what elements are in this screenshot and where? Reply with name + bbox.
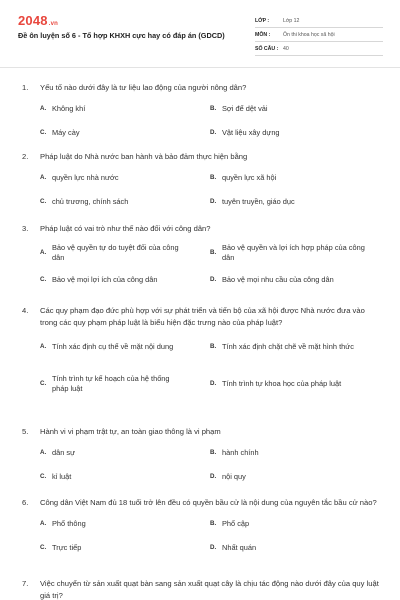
option-text: Trực tiếp	[52, 542, 82, 552]
question-2	[22, 151, 382, 213]
option-text: Nhất quán	[222, 542, 257, 552]
question-number: 1.	[22, 83, 29, 92]
meta-value: 40	[283, 45, 289, 52]
option-letter: C.	[40, 128, 47, 136]
option-b[interactable]	[210, 519, 380, 529]
meta-label: MÔN :	[255, 31, 271, 38]
question-number: 2.	[22, 152, 29, 161]
option-b[interactable]	[210, 104, 380, 114]
option-letter: A.	[40, 104, 47, 112]
option-letter: B.	[210, 248, 217, 256]
logo-main: 2048	[18, 13, 48, 28]
option-text: tuyên truyền, giáo dục	[222, 196, 295, 206]
question-number: 3.	[22, 224, 29, 233]
question-text: Công dân Việt Nam đủ 18 tuổi trở lên đều có quyền bầu cử là nội dung của nguyên tắc bầu cử nào?	[40, 498, 377, 507]
option-text: kỉ luật	[52, 471, 72, 481]
option-text: Tính trình tự kế hoạch của hệ thống pháp luật	[52, 374, 170, 393]
meta-row-class	[255, 14, 383, 28]
page-header	[0, 0, 400, 60]
option-text: Tính xác định chặt chẽ về mặt hình thức	[222, 342, 354, 351]
question-number: 7.	[22, 579, 29, 588]
option-letter: C.	[40, 197, 47, 205]
option-a[interactable]	[40, 173, 200, 183]
option-letter: D.	[210, 472, 217, 480]
meta-row-count	[255, 42, 383, 56]
option-c[interactable]	[40, 543, 200, 553]
option-letter: D.	[210, 197, 217, 205]
option-a[interactable]	[40, 104, 200, 114]
option-letter: C.	[40, 543, 47, 551]
option-c[interactable]	[40, 374, 200, 394]
question-text: Việc chuyển từ sản xuất quạt bàn sang sản xuất quạt cây là chịu tác động nào dưới đây của quy luật giá trị?	[40, 579, 379, 600]
option-c[interactable]	[40, 128, 200, 138]
meta-value: Lớp 12	[283, 17, 300, 24]
question-4	[22, 305, 382, 396]
question-options	[40, 241, 382, 295]
site-logo[interactable]	[18, 13, 58, 28]
question-6	[22, 497, 382, 559]
question-7	[22, 578, 382, 600]
option-letter: A.	[40, 343, 47, 350]
question-number: 4.	[22, 306, 29, 315]
question-text: Pháp luật do Nhà nước ban hành và bảo đảm thực hiện bằng	[40, 152, 248, 161]
question-options	[40, 100, 382, 144]
option-d[interactable]	[210, 128, 380, 138]
option-letter: B.	[210, 448, 217, 456]
option-d[interactable]	[210, 197, 380, 207]
question-options	[40, 515, 382, 559]
option-letter: D.	[210, 275, 217, 283]
question-options	[40, 169, 382, 213]
option-d[interactable]	[210, 472, 380, 482]
logo-suffix: .vn	[48, 21, 59, 27]
document-title: Đề ôn luyện số 6 - Tổ hợp KHXH cực hay có đáp án (GDCD)	[18, 31, 225, 40]
question-5	[22, 426, 382, 488]
option-letter: C.	[40, 275, 47, 283]
option-d[interactable]	[210, 275, 385, 285]
option-letter: C.	[40, 380, 47, 387]
option-b[interactable]	[210, 448, 380, 458]
option-d[interactable]	[210, 379, 390, 389]
option-text: Không khí	[52, 103, 86, 113]
option-letter: B.	[210, 104, 217, 112]
document-meta	[255, 14, 383, 56]
option-letter: B.	[210, 343, 217, 350]
question-number: 5.	[22, 427, 29, 436]
question-1	[22, 82, 382, 144]
option-b[interactable]	[210, 342, 380, 352]
option-text: Tính xác định cụ thể về mặt nội dung	[52, 342, 174, 351]
question-3	[22, 223, 382, 295]
option-a[interactable]	[40, 243, 200, 263]
meta-label: SỐ CÂU :	[255, 45, 279, 52]
option-letter: B.	[210, 519, 217, 527]
option-letter: A.	[40, 173, 47, 181]
question-options	[40, 334, 382, 396]
option-text: Bảo vệ mọi lợi ích của công dân	[52, 274, 158, 284]
meta-label: LỚP :	[255, 17, 270, 24]
option-b[interactable]	[210, 173, 380, 183]
option-text: quyền lực xã hội	[222, 172, 277, 182]
option-text: Phổ cập	[222, 518, 250, 528]
option-d[interactable]	[210, 543, 380, 553]
option-text: Vật liệu xây dựng	[222, 127, 280, 137]
option-letter: C.	[40, 472, 47, 480]
option-c[interactable]	[40, 472, 200, 482]
option-letter: D.	[210, 128, 217, 136]
option-text: Bảo vệ quyền tự do tuyệt đối của công dân	[52, 242, 179, 262]
option-letter: B.	[210, 173, 217, 181]
meta-value: Ôn thi khoa học xã hội	[283, 31, 335, 38]
option-text: Sợi để dệt vải	[222, 103, 268, 113]
question-number: 6.	[22, 498, 29, 507]
option-text: Bảo vệ mọi nhu cầu của công dân	[222, 274, 334, 284]
option-text: Bảo vệ quyền và lợi ích hợp pháp của công dân	[222, 242, 365, 262]
option-c[interactable]	[40, 275, 205, 285]
option-letter: D.	[210, 380, 217, 387]
option-text: quyền lực nhà nước	[52, 172, 119, 182]
option-text: hành chính	[222, 447, 259, 457]
header-divider	[0, 67, 400, 68]
option-b[interactable]	[210, 243, 380, 263]
option-text: chủ trương, chính sách	[52, 196, 129, 206]
option-text: Tính trình tự khoa học của pháp luật	[222, 379, 342, 388]
option-text: nội quy	[222, 471, 246, 481]
option-text: Máy cày	[52, 127, 80, 137]
option-a[interactable]	[40, 448, 200, 458]
question-text: Các quy phạm đạo đức phù hợp với sự phát triển và tiến bộ của xã hội được Nhà nước đưa vào trong các quy phạm pháp luật là biểu hiện đặc trưng nào của pháp luật?	[40, 306, 365, 327]
question-options	[40, 444, 382, 488]
question-text: Pháp luật có vai trò như thế nào đối với công dân?	[40, 224, 211, 233]
option-c[interactable]	[40, 197, 200, 207]
option-letter: A.	[40, 448, 47, 456]
option-text: Phổ thông	[52, 518, 86, 528]
option-letter: A.	[40, 248, 47, 256]
option-text: dân sự	[52, 447, 76, 457]
option-a[interactable]	[40, 342, 200, 352]
option-a[interactable]	[40, 519, 200, 529]
question-text: Yếu tố nào dưới đây là tư liệu lao động của người nông dân?	[40, 83, 247, 92]
meta-row-subject	[255, 28, 383, 42]
option-letter: A.	[40, 519, 47, 527]
option-letter: D.	[210, 543, 217, 551]
question-text: Hành vi vi phạm trật tự, an toàn giao thông là vi phạm	[40, 427, 221, 436]
